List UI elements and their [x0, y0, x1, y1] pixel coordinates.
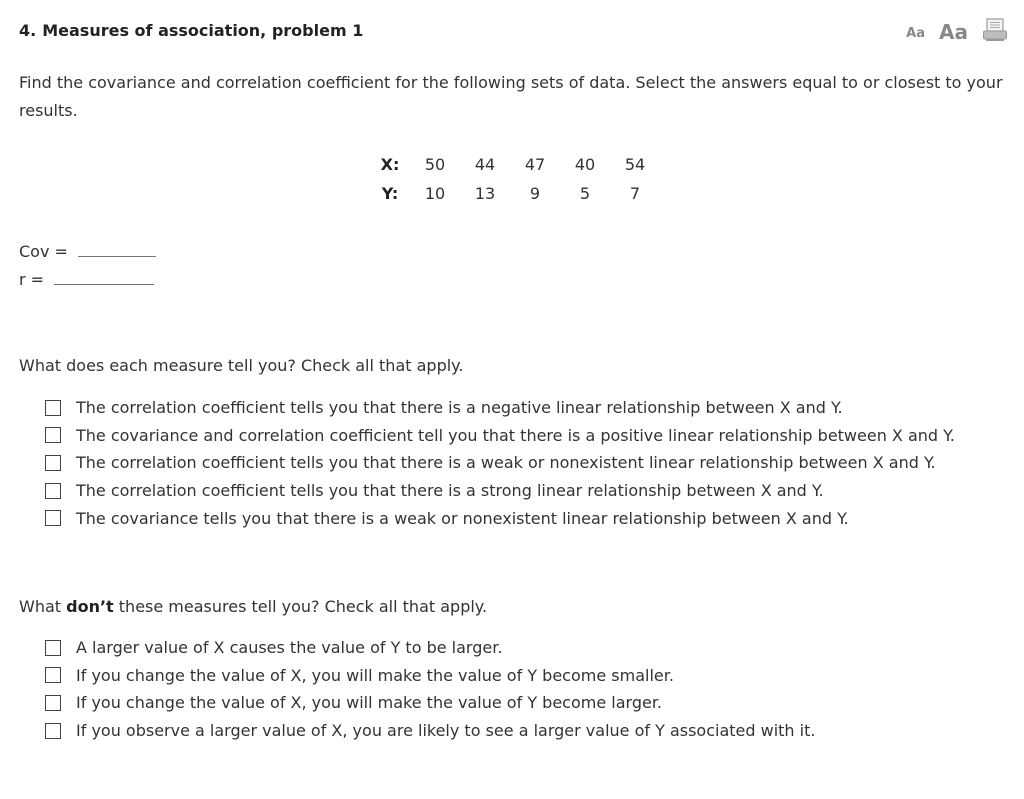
correlation-answer-row: [19, 268, 154, 289]
question1-options: [45, 394, 955, 532]
option-label: The covariance and correlation coefficient tell you that there is a positive linear relationship between X and Y.: [76, 425, 955, 445]
question2-emphasis: don’t: [66, 597, 114, 616]
problem-instructions: Find the covariance and correlation coefficient for the following sets of data. Select the answers equal to or closest to your results.: [19, 73, 1003, 120]
toolbar: [906, 18, 1008, 42]
correlation-label: r =: [19, 270, 45, 289]
problem-number: 4.: [19, 21, 37, 40]
checkbox[interactable]: [45, 723, 61, 739]
checkbox[interactable]: [45, 640, 61, 656]
problem-title-text: Measures of association, problem 1: [42, 21, 364, 40]
data-row-x: [370, 150, 660, 179]
question1-option[interactable]: [45, 449, 955, 477]
y-value: 9: [529, 184, 541, 203]
data-table: [370, 150, 660, 208]
question2-option[interactable]: [45, 689, 815, 717]
question1-option[interactable]: [45, 504, 955, 532]
question-what-measures-dont-tell: [19, 597, 487, 616]
question2-option[interactable]: [45, 662, 815, 690]
question1-option[interactable]: [45, 477, 955, 505]
covariance-answer-dropdown[interactable]: [78, 240, 156, 257]
question1-option[interactable]: [45, 422, 955, 450]
x-value: 44: [474, 155, 496, 174]
checkbox[interactable]: [45, 695, 61, 711]
option-label: The correlation coefficient tells you that there is a negative linear relationship between X and Y.: [76, 398, 843, 418]
x-row-label: X:: [380, 155, 400, 174]
y-row-label: Y:: [381, 184, 399, 203]
option-label: If you change the value of X, you will make the value of Y become larger.: [76, 693, 663, 713]
x-value: 50: [424, 155, 446, 174]
problem-title: [19, 21, 363, 40]
question2-options: [45, 634, 815, 744]
option-label: The covariance tells you that there is a weak or nonexistent linear relationship between X and Y.: [76, 508, 849, 528]
option-label: If you change the value of X, you will make the value of Y become smaller.: [76, 665, 674, 685]
question1-option[interactable]: [45, 394, 955, 422]
font-size-small-button[interactable]: Aa: [906, 26, 926, 41]
x-value: 40: [574, 155, 596, 174]
option-label: If you observe a larger value of X, you are likely to see a larger value of Y associated with it.: [76, 721, 816, 741]
covariance-answer-row: [19, 240, 156, 261]
checkbox[interactable]: [45, 667, 61, 683]
checkbox[interactable]: [45, 510, 61, 526]
option-label: The correlation coefficient tells you that there is a weak or nonexistent linear relationship between X and Y.: [76, 453, 936, 473]
question2-suffix: these measures tell you? Check all that apply.: [113, 597, 488, 616]
question2-prefix: What: [19, 597, 67, 616]
y-value: 13: [474, 184, 496, 203]
y-value: 10: [424, 184, 446, 203]
checkbox[interactable]: [45, 427, 61, 443]
checkbox[interactable]: [45, 483, 61, 499]
covariance-label: Cov =: [19, 242, 68, 261]
question2-option[interactable]: [45, 717, 815, 745]
x-value: 47: [524, 155, 546, 174]
y-value: 5: [579, 184, 591, 203]
checkbox[interactable]: [45, 455, 61, 471]
correlation-answer-dropdown[interactable]: [54, 268, 154, 285]
option-label: The correlation coefficient tells you that there is a strong linear relationship between X and Y.: [76, 481, 824, 501]
printer-icon[interactable]: [982, 18, 1008, 42]
option-label: A larger value of X causes the value of Y to be larger.: [76, 638, 503, 658]
question2-option[interactable]: [45, 634, 815, 662]
font-size-large-button[interactable]: Aa: [939, 20, 968, 44]
data-row-y: [370, 179, 660, 208]
y-value: 7: [629, 184, 641, 203]
question-what-measures-tell: What does each measure tell you? Check all that apply.: [19, 356, 464, 375]
checkbox[interactable]: [45, 400, 61, 416]
x-value: 54: [624, 155, 646, 174]
